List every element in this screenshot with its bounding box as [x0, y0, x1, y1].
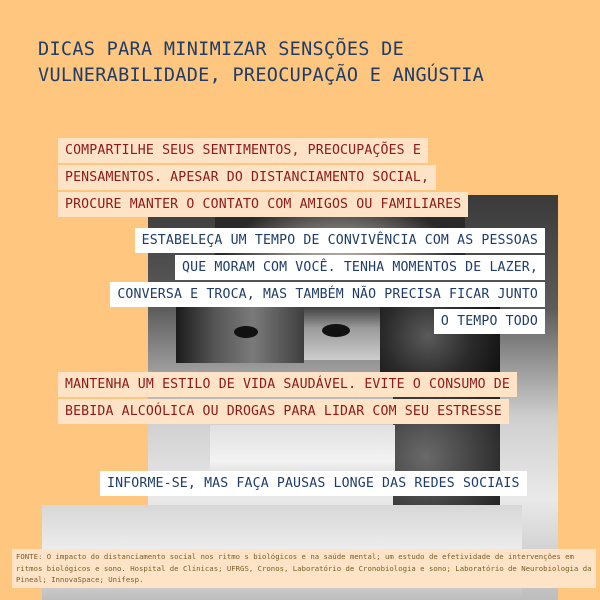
tip-text-line: COMPARTILHE SEUS SENTIMENTOS, PREOCUPAÇÕES E — [58, 138, 428, 163]
tip-social-media-breaks — [100, 470, 527, 497]
tip-time-together — [0, 227, 545, 335]
source-citation: FONTE: O impacto do distanciamento social nos ritmo s biológicos e na saúde mental; um estudo de efetividade de intervenções em ritmos biológicos e sono. Hospital de Clínicas; UFRGS, Cronos, Laboratório de Cronobiologia e sono; Laboratório de Neurobiologia da Pineal; InnovaSpace; Unifesp. — [12, 549, 596, 588]
tip-text-line: O TEMPO TODO — [434, 309, 545, 334]
tip-text-line: ESTABELEÇA UM TEMPO DE CONVIVÊNCIA COM AS PESSOAS — [135, 228, 545, 253]
tip-text-line: BEBIDA ALCOÓLICA OU DROGAS PARA LIDAR COM SEU ESTRESSE — [58, 399, 509, 424]
tip-healthy-lifestyle — [58, 371, 517, 425]
tip-text-line: PROCURE MANTER O CONTATO COM AMIGOS OU FAMILIARES — [58, 192, 468, 217]
title-line-1: DICAS PARA MINIMIZAR SENSÇÕES DE — [38, 39, 405, 60]
tip-text-line: MANTENHA UM ESTILO DE VIDA SAUDÁVEL. EVITE O CONSUMO DE — [58, 372, 517, 397]
tip-text-line: CONVERSA E TROCA, MAS TAMBÉM NÃO PRECISA FICAR JUNTO — [110, 282, 545, 307]
tip-text-line: PENSAMENTOS. APESAR DO DISTANCIAMENTO SOCIAL, — [58, 165, 436, 190]
tip-text-line: INFORME-SE, MAS FAÇA PAUSAS LONGE DAS REDES SOCIAIS — [100, 471, 527, 496]
title-line-2: VULNERABILIDADE, PREOCUPAÇÃO E ANGÚSTIA — [38, 65, 485, 86]
page-title — [38, 37, 568, 89]
tip-share-feelings — [58, 137, 468, 218]
tip-text-line: QUE MORAM COM VOCÊ. TENHA MOMENTOS DE LAZER, — [175, 255, 545, 280]
